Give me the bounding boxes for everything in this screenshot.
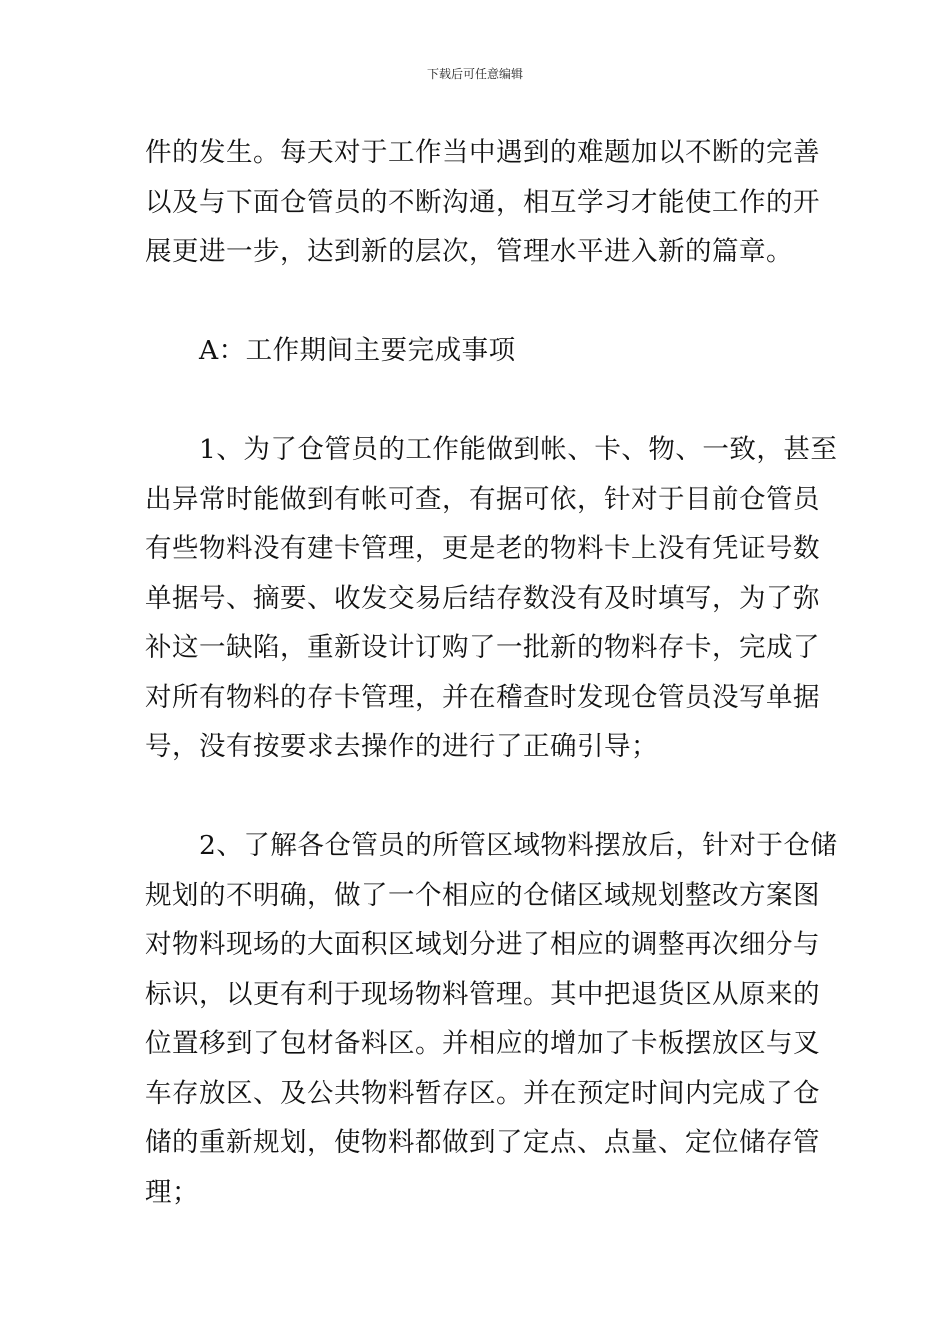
document-body xyxy=(145,128,838,1217)
text-line: 对所有物料的存卡管理，并在稽查时发现仓管员没写单据 xyxy=(145,681,820,713)
paragraph-item-1 xyxy=(145,425,838,772)
text-line: 单据号、摘要、收发交易后结存数没有及时填写，为了弥 xyxy=(145,582,820,614)
text-line: 车存放区、及公共物料暂存区。并在预定时间内完成了仓 xyxy=(145,1077,820,1109)
text-line: 储的重新规划，使物料都做到了定点、点量、定位储存管 xyxy=(145,1127,820,1158)
text-line: 号，没有按要求去操作的进行了正确引导； xyxy=(145,731,658,762)
paragraph-intro xyxy=(145,128,820,277)
text-line: 件的发生。每天对于工作当中遇到的难题加以不断的完善 xyxy=(145,137,820,168)
page-header: 下载后可任意编辑 xyxy=(426,67,523,81)
text-line: 规划的不明确，做了一个相应的仓储区域规划整改方案图 xyxy=(145,879,820,911)
text-line: 以及与下面仓管员的不断沟通，相互学习才能使工作的开 xyxy=(145,186,820,218)
text-line: 理； xyxy=(145,1176,199,1208)
text-line: 标识，以更有利于现场物料管理。其中把退货区从原来的 xyxy=(145,978,820,1010)
text-line: 对物料现场的大面积区域划分进了相应的调整再次细分与 xyxy=(145,929,820,960)
text-line: 位置移到了包材备料区。并相应的增加了卡板摆放区与叉 xyxy=(145,1028,820,1059)
section-heading-text: A：工作期间主要完成事项 xyxy=(145,335,516,366)
text-line: 1、为了仓管员的工作能做到帐、卡、物、一致，甚至 xyxy=(145,434,838,465)
paragraph-item-2 xyxy=(145,821,838,1217)
text-line: 2、了解各仓管员的所管区域物料摆放后，针对于仓储 xyxy=(145,830,838,861)
text-line: 有些物料没有建卡管理，更是老的物料卡上没有凭证号数 xyxy=(145,533,820,564)
section-heading xyxy=(145,326,810,376)
text-line: 出异常时能做到有帐可查，有据可依，针对于目前仓管员 xyxy=(145,483,820,515)
text-line: 补这一缺陷，重新设计订购了一批新的物料存卡，完成了 xyxy=(145,632,820,663)
text-line: 展更进一步，达到新的层次，管理水平进入新的篇章。 xyxy=(145,236,793,267)
